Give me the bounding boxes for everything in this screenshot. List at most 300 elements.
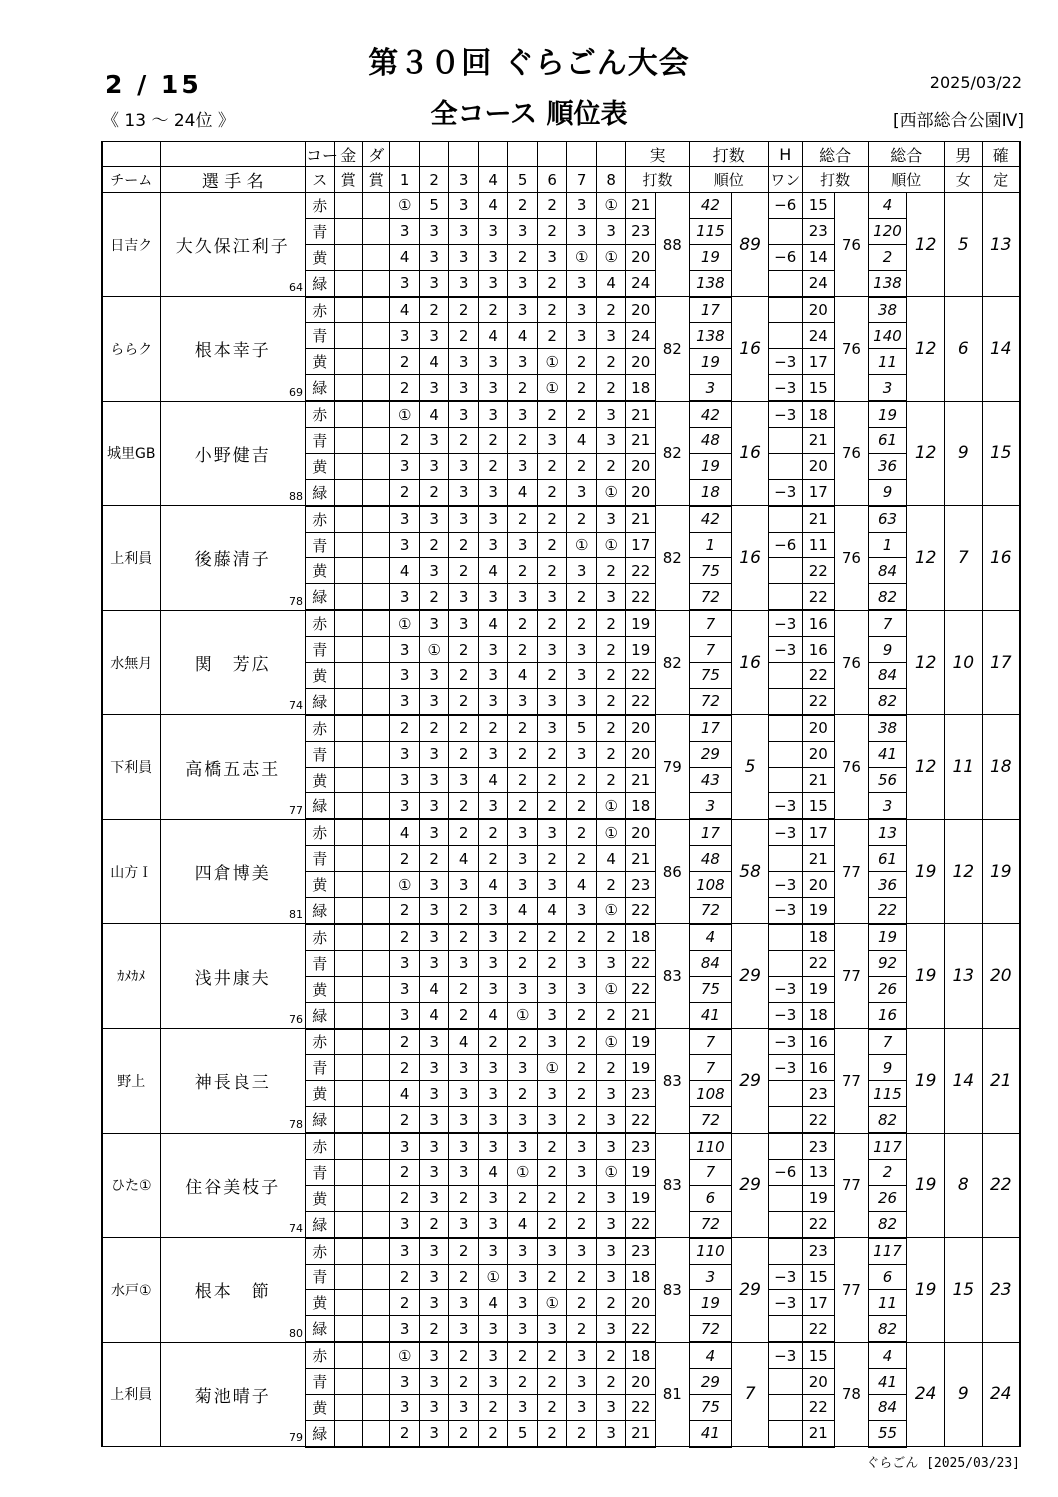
gold-award: [334, 1029, 362, 1055]
player-name: [160, 610, 306, 715]
table-row: [102, 297, 1020, 323]
course-total: 15: [802, 1342, 835, 1368]
hole-score: 3: [478, 1316, 508, 1342]
hole-score: 4: [390, 297, 420, 323]
course-total: 21: [802, 428, 835, 454]
course-total: 13: [802, 1159, 835, 1185]
hole-score: 3: [390, 270, 420, 296]
hole-score: 3: [478, 1238, 508, 1264]
hole-score: 4: [478, 610, 508, 636]
hole-score: 3: [449, 1211, 479, 1237]
hole-score: 3: [390, 1133, 420, 1159]
hole-score: 2: [390, 375, 420, 401]
hole-score: 3: [390, 950, 420, 976]
sex-rank: 8: [944, 1133, 982, 1238]
da-award: [362, 1055, 389, 1081]
course-total-rank: 22: [868, 898, 907, 924]
total-rank: 19: [907, 924, 945, 1029]
course-rank: 7: [689, 1159, 732, 1185]
hole-score: 3: [508, 1107, 538, 1133]
gold-award: [334, 1211, 362, 1237]
hole-score: 2: [508, 793, 538, 819]
hole-score: 3: [419, 1290, 449, 1316]
course-sum: 21: [626, 428, 656, 454]
hole-score: 2: [537, 610, 567, 636]
hole-score: 3: [390, 218, 420, 244]
hole-score: 3: [596, 506, 626, 532]
hole-score: 3: [567, 898, 597, 924]
hole-score: 3: [478, 1107, 508, 1133]
gold-award: [334, 872, 362, 898]
hole-score: 3: [478, 793, 508, 819]
course-sum: 21: [626, 193, 656, 219]
course-total-rank: 82: [868, 1107, 907, 1133]
hole-score: 2: [449, 924, 479, 950]
hole-score: 3: [390, 793, 420, 819]
hole-score: 2: [449, 558, 479, 584]
hole-score: 2: [449, 1002, 479, 1028]
hole-score: ①: [596, 193, 626, 219]
hole-score: 3: [478, 401, 508, 427]
course-total-rank: 84: [868, 558, 907, 584]
course-sum: 21: [626, 1420, 656, 1446]
hole-score: 3: [449, 270, 479, 296]
total-strokes: 77: [835, 1029, 869, 1134]
course-total-rank: 38: [868, 297, 907, 323]
hole-score: 3: [449, 1159, 479, 1185]
table-row: [102, 1342, 1020, 1368]
table-row: [102, 610, 1020, 636]
total-strokes: 77: [835, 819, 869, 924]
player-age: 88: [289, 490, 304, 504]
hole-score: 4: [508, 323, 538, 349]
course-total: 11: [802, 532, 835, 558]
hole-score: 3: [537, 688, 567, 714]
total-strokes: 76: [835, 297, 869, 402]
hole-score: 2: [596, 1342, 626, 1368]
gold-award: [334, 793, 362, 819]
course-label: 緑: [306, 1420, 334, 1446]
course-rank: 138: [689, 323, 732, 349]
sex-rank: 6: [944, 297, 982, 402]
course-label: 赤: [306, 401, 334, 427]
hole-score: 2: [537, 270, 567, 296]
course-label: 黄: [306, 453, 334, 479]
course-rank: 42: [689, 401, 732, 427]
team-name: 水無月: [102, 610, 160, 715]
hole-score: 3: [449, 193, 479, 219]
gold-award: [334, 244, 362, 270]
course-total: 15: [802, 1264, 835, 1290]
hole-score: 2: [508, 741, 538, 767]
course-total-rank: 26: [868, 976, 907, 1002]
course-label: 青: [306, 532, 334, 558]
gold-award: [334, 1290, 362, 1316]
course-label: 黄: [306, 244, 334, 270]
total-strokes: 76: [835, 715, 869, 820]
total-strokes: 76: [835, 506, 869, 611]
hole-score: 3: [567, 976, 597, 1002]
hole-score: 2: [596, 1290, 626, 1316]
course-sum: 18: [626, 793, 656, 819]
hole-score: 3: [478, 218, 508, 244]
course-rank: 42: [689, 506, 732, 532]
course-label: 赤: [306, 193, 334, 219]
hole-score: 2: [567, 1002, 597, 1028]
hole-score: 3: [596, 323, 626, 349]
hole-score: 2: [449, 297, 479, 323]
course-sum: 23: [626, 1081, 656, 1107]
gold-award: [334, 584, 362, 610]
gold-award: [334, 1238, 362, 1264]
gold-award: [334, 1264, 362, 1290]
hole-score: 2: [596, 688, 626, 714]
hole-score: 3: [567, 741, 597, 767]
hole-score: 2: [508, 715, 538, 741]
col-gold: 賞: [334, 167, 362, 193]
gold-award: [334, 715, 362, 741]
course-sum: 22: [626, 976, 656, 1002]
gold-award: [334, 270, 362, 296]
hole-score: 2: [596, 1369, 626, 1395]
hole-score: ①: [508, 1159, 538, 1185]
actual-strokes: 88: [655, 193, 689, 297]
table-row: [102, 401, 1020, 427]
course-total-rank: 2: [868, 1159, 907, 1185]
course-label: 青: [306, 1264, 334, 1290]
gold-award: [334, 1133, 362, 1159]
hole-score: 2: [596, 767, 626, 793]
player-age: 77: [289, 803, 304, 817]
player-name-text: 小野健吉: [194, 445, 271, 466]
hole-score: 3: [419, 1133, 449, 1159]
hole-in-one: [768, 1185, 802, 1211]
da-award: [362, 506, 389, 532]
strokes-rank: 29: [732, 924, 769, 1029]
hole-score: 3: [449, 872, 479, 898]
strokes-rank: 29: [732, 1133, 769, 1238]
hole-score: 3: [508, 688, 538, 714]
course-rank: 75: [689, 558, 732, 584]
team-name: 城里GB: [102, 401, 160, 506]
hole-score: 2: [449, 663, 479, 689]
hole-score: 3: [508, 1290, 538, 1316]
hole-score: 3: [508, 976, 538, 1002]
course-rank: 7: [689, 637, 732, 663]
col-sex: 女: [944, 167, 982, 193]
course-rank: 138: [689, 270, 732, 296]
da-award: [362, 924, 389, 950]
course-label: 赤: [306, 715, 334, 741]
hole-score: 3: [419, 819, 449, 845]
hole-score: ①: [390, 1342, 420, 1368]
final-rank: 23: [982, 1238, 1020, 1343]
course-total-rank: 82: [868, 1316, 907, 1342]
hole-score: 4: [478, 193, 508, 219]
hole-score: 2: [567, 401, 597, 427]
hole-in-one: −6: [768, 532, 802, 558]
course-label: 緑: [306, 479, 334, 505]
hole-in-one: [768, 1211, 802, 1237]
hole-score: 2: [390, 1159, 420, 1185]
hole-score: 2: [537, 532, 567, 558]
team-name: ｶﾒｶﾒ: [102, 924, 160, 1029]
course-label: 緑: [306, 270, 334, 296]
hole-score: 2: [537, 950, 567, 976]
col-final-top: 確: [982, 142, 1020, 167]
hole-score: 4: [567, 872, 597, 898]
hole-score: ①: [596, 819, 626, 845]
hole-in-one: [768, 767, 802, 793]
course-total-rank: 82: [868, 1211, 907, 1237]
hole-score: 3: [419, 1081, 449, 1107]
total-rank: 12: [907, 401, 945, 506]
gold-award: [334, 1055, 362, 1081]
course-rank: 7: [689, 1055, 732, 1081]
course-rank: 17: [689, 715, 732, 741]
hole-score: 3: [508, 453, 538, 479]
hole-score: 2: [449, 1420, 479, 1446]
hole-score: ①: [596, 479, 626, 505]
da-award: [362, 349, 389, 375]
col-hwan-top: H: [768, 142, 802, 167]
course-sum: 22: [626, 663, 656, 689]
course-total: 22: [802, 584, 835, 610]
col-strokes-rank: 順位: [689, 167, 768, 193]
course-label: 緑: [306, 375, 334, 401]
da-award: [362, 846, 389, 872]
player-name: [160, 924, 306, 1029]
table-row: [102, 506, 1020, 532]
hole-score: 2: [449, 532, 479, 558]
col-team: チーム: [102, 167, 160, 193]
course-label: 赤: [306, 1133, 334, 1159]
player-age: 76: [289, 1013, 304, 1026]
hole-score: 3: [449, 244, 479, 270]
hole-score: 3: [596, 950, 626, 976]
gold-award: [334, 428, 362, 454]
course-total-rank: 92: [868, 950, 907, 976]
final-rank: 20: [982, 924, 1020, 1029]
course-total-rank: 84: [868, 1394, 907, 1420]
course-label: 緑: [306, 1316, 334, 1342]
course-sum: 18: [626, 375, 656, 401]
hole-score: 2: [596, 637, 626, 663]
hole-score: 2: [567, 584, 597, 610]
total-rank: 19: [907, 1238, 945, 1343]
hole-score: 3: [596, 1107, 626, 1133]
course-total: 24: [802, 270, 835, 296]
sex-rank: 14: [944, 1029, 982, 1134]
course-total: 21: [802, 506, 835, 532]
hole-score: 2: [478, 715, 508, 741]
hole-in-one: −3: [768, 898, 802, 924]
hole-score: 2: [449, 976, 479, 1002]
course-total-rank: 6: [868, 1264, 907, 1290]
da-award: [362, 741, 389, 767]
hole-score: 4: [449, 1029, 479, 1055]
course-total: 21: [802, 846, 835, 872]
hole-score: 2: [508, 610, 538, 636]
course-label: 緑: [306, 793, 334, 819]
hole-score: 4: [478, 1290, 508, 1316]
course-label: 黄: [306, 1290, 334, 1316]
hole-in-one: [768, 715, 802, 741]
hole-score: 2: [508, 506, 538, 532]
hole-score: 3: [567, 270, 597, 296]
hole-score: 2: [478, 453, 508, 479]
hole-score: 3: [508, 218, 538, 244]
hole-score: 2: [537, 506, 567, 532]
course-label: 赤: [306, 297, 334, 323]
course-sum: 22: [626, 688, 656, 714]
hole-score: 3: [419, 1264, 449, 1290]
hole-score: 3: [508, 349, 538, 375]
hole-in-one: −3: [768, 401, 802, 427]
hole-in-one: [768, 688, 802, 714]
hole-score: ①: [596, 1029, 626, 1055]
course-total: 20: [802, 297, 835, 323]
gold-award: [334, 1159, 362, 1185]
course-sum: 20: [626, 819, 656, 845]
hole-in-one: [768, 323, 802, 349]
hole-score: 3: [596, 1316, 626, 1342]
hole-score: 3: [449, 767, 479, 793]
hole-in-one: [768, 1081, 802, 1107]
hole-in-one: [768, 270, 802, 296]
course-sum: 20: [626, 479, 656, 505]
course-sum: 21: [626, 506, 656, 532]
hole-score: 2: [449, 323, 479, 349]
player-name-text: 関 芳広: [194, 655, 271, 676]
hole-score: 3: [478, 270, 508, 296]
course-sum: 20: [626, 715, 656, 741]
hole-score: 3: [478, 1369, 508, 1395]
course-total: 17: [802, 349, 835, 375]
hole-in-one: [768, 1238, 802, 1264]
da-award: [362, 1133, 389, 1159]
hole-score: 2: [567, 1029, 597, 1055]
hole-score: 2: [596, 297, 626, 323]
final-rank: 19: [982, 819, 1020, 924]
da-award: [362, 688, 389, 714]
hole-score: 2: [567, 506, 597, 532]
course-label: 黄: [306, 976, 334, 1002]
hole-score: 2: [567, 1081, 597, 1107]
course-label: 黄: [306, 1185, 334, 1211]
hole-score: 2: [390, 715, 420, 741]
da-award: [362, 428, 389, 454]
hole-score: 3: [478, 688, 508, 714]
final-rank: 21: [982, 1029, 1020, 1134]
hole-score: 3: [390, 1238, 420, 1264]
hole-score: 3: [449, 584, 479, 610]
da-award: [362, 558, 389, 584]
hole-score: 3: [596, 428, 626, 454]
final-rank: 13: [982, 193, 1020, 297]
hole-score: 2: [478, 1394, 508, 1420]
course-total: 21: [802, 1420, 835, 1446]
hole-score: 2: [567, 375, 597, 401]
hole-score: 3: [478, 1211, 508, 1237]
hole-score: 3: [449, 1133, 479, 1159]
hole-score: 2: [537, 193, 567, 219]
hole-score: 3: [508, 584, 538, 610]
course-total-rank: 120: [868, 218, 907, 244]
actual-strokes: 83: [655, 1238, 689, 1343]
table-body: [102, 193, 1020, 1447]
hole-score: 3: [478, 950, 508, 976]
da-award: [362, 193, 389, 219]
actual-strokes: 82: [655, 297, 689, 402]
hole-score: 3: [567, 218, 597, 244]
hole-in-one: −6: [768, 193, 802, 219]
da-award: [362, 767, 389, 793]
hole-score: 2: [567, 793, 597, 819]
player-age: 74: [289, 699, 304, 713]
gold-award: [334, 637, 362, 663]
hole-score: 2: [449, 1342, 479, 1368]
hole-score: 4: [567, 428, 597, 454]
hole-score: 3: [419, 1159, 449, 1185]
hole-score: 3: [390, 453, 420, 479]
course-rank: 75: [689, 1394, 732, 1420]
course-total-rank: 19: [868, 401, 907, 427]
player-name-text: 住谷美枝子: [185, 1177, 281, 1198]
hole-score: 3: [390, 323, 420, 349]
course-sum: 22: [626, 1316, 656, 1342]
course-total-rank: 115: [868, 1081, 907, 1107]
total-rank: 19: [907, 1029, 945, 1134]
course-sum: 19: [626, 1055, 656, 1081]
course-label: 青: [306, 1369, 334, 1395]
total-rank: 12: [907, 715, 945, 820]
hole-score: 3: [419, 375, 449, 401]
da-award: [362, 1159, 389, 1185]
da-award: [362, 976, 389, 1002]
col-hole-4: 4: [478, 167, 508, 193]
hole-score: 4: [478, 558, 508, 584]
actual-strokes: 83: [655, 1029, 689, 1134]
gold-award: [334, 532, 362, 558]
player-age: 74: [289, 1222, 304, 1236]
page-subtitle: 全コース 順位表: [430, 99, 628, 130]
course-label: 緑: [306, 688, 334, 714]
hole-score: 2: [478, 428, 508, 454]
gold-award: [334, 846, 362, 872]
hole-score: 3: [596, 401, 626, 427]
col-team-top: [102, 142, 160, 167]
course-total-rank: 9: [868, 479, 907, 505]
hole-in-one: [768, 924, 802, 950]
course-total-rank: 19: [868, 924, 907, 950]
course-total: 19: [802, 1185, 835, 1211]
da-award: [362, 401, 389, 427]
hole-score: 2: [390, 846, 420, 872]
player-age: 78: [289, 594, 304, 608]
hole-in-one: [768, 1420, 802, 1446]
hole-score: 2: [537, 1211, 567, 1237]
da-award: [362, 244, 389, 270]
hole-in-one: [768, 1133, 802, 1159]
course-sum: 22: [626, 898, 656, 924]
hole-score: 2: [537, 663, 567, 689]
course-rank: 3: [689, 793, 732, 819]
course-sum: 19: [626, 1159, 656, 1185]
hole-score: 3: [508, 819, 538, 845]
col-da-top: ダ: [362, 142, 389, 167]
gold-award: [334, 950, 362, 976]
